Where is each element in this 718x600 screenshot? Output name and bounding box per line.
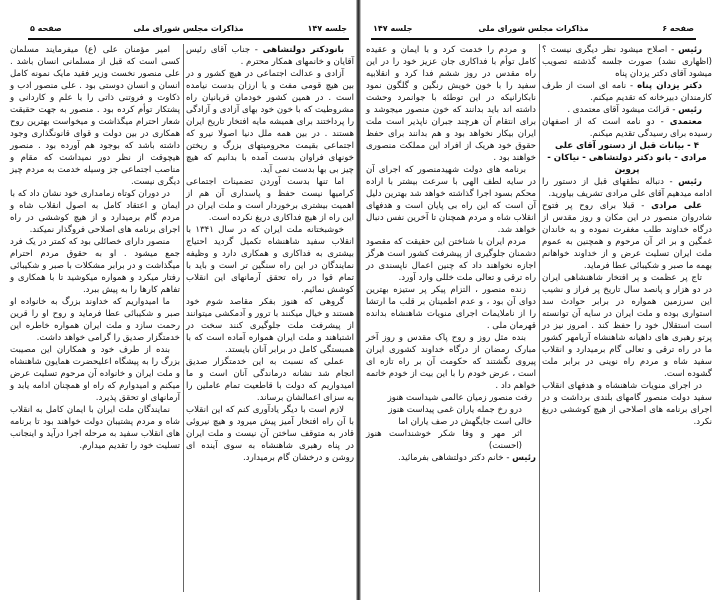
speech-text: در دوران کوتاه زمامداری خود نشان داد که با ایمان و اعتقاد کامل به اصول انقلاب شاه و مردم گام برمیدارد و از هیچ کوششی در راه اجرای برنامه های اصلاحی فروگذار نمیکند. [10,189,180,235]
text-column-right [186,44,354,464]
paragraph [542,200,712,272]
speech-text: - جناب آقای رئیس آقایان و خانمهای همکار محترم . [186,45,354,67]
speech-text: - قرائت میشود آقای معتمدی . [567,105,676,115]
paragraph [186,44,354,68]
speech-text: بنده مثل روز و روح پاک مقدس و روز آخر مبارک رمضان از درگاه خداوند کشوری ایران پیروی نگشتند که حکومت آن بر راه تازه ای است ، عرض خودم را با این بیت از خودم خاتمه خواهم داد . [366,333,536,391]
paragraph [542,176,712,200]
paragraph [542,272,712,380]
speech-text: اما تنها بدست آوردن تضمینات اجتماعی کرامیها نیست حفظ و پاسداری آن هم از اهمیت بیشتری برخوردار است و ملت ایران در این راه از هیچ فداکاری دریغ نکرده است. [186,177,354,223]
speaker-name: معتمدی [669,117,703,127]
paragraph [542,116,712,140]
speech-text: - خانم دکتر دولتشاهی بفرمائید. [398,453,510,463]
header-title: مذاکرات مجلس شورای ملی [133,24,244,33]
speech-text: تاج پر عظمت و پر افتخار شاهنشاهی ایران در دو هزار و پانصد سال تاریخ پر فراز و نشیب این سرزمین همواره در برابر حوادث سد استواری بوده و ملت ایران در سایه آن توانسته است استقلال خود را حفظ کند . امروز نیز در پرتو رهبری های داهیانه شاهنشاه آریامهر کشور ما در راه ترقی و تعالی گام برمیدارد و انقلاب سفید شاه و مردم راه نوینی در برابر ملت گشوده است. [542,273,712,379]
speaker-name: دکتر یزدان پناه [637,81,703,91]
paragraph [366,284,536,332]
column-divider [183,44,184,592]
paragraph [10,344,180,404]
paragraph [366,164,536,236]
paragraph [186,296,354,356]
speech-text: مردم ایران با شناختن این حقیقت که مقصود دشمنان جلوگیری از پیشرفت کشور است هرگز اجازه نخواهند داد که چنین اعمال ناپسندی در راه ترقی و تعالی ملت خللی وارد آورد. [366,237,536,283]
column-divider [539,44,540,592]
poem-line: درو رخ جمله یاران غمی پیداست هنوز [388,405,522,415]
page-number: صفحه ۶ [662,24,694,33]
paragraph [186,224,354,296]
speaker-name: علی مرادی [651,201,702,211]
paragraph [10,44,180,188]
paragraph [186,176,354,224]
paragraph [10,188,180,236]
speech-text: در اجرای منویات شاهنشاه و هدفهای انقلاب سفید دولت منصور گامهای بلندی برداشت و در اجرای برنامه های اصلاحی از هیچ کوششی دریغ نکرد. [542,381,712,427]
poem [366,392,536,452]
closing-paragraph [366,452,536,464]
poem-line: خالی است جایگهش در صف یاران اما [398,417,532,427]
paragraph [542,44,712,80]
text-column-left [366,44,536,464]
speaker-name: بانودکتر دولتشاهی [262,45,345,55]
speech-text: - قبلا برای روح پر فتوح شادروان منصور در این مکان و روز مقدس از درگاه خداوند طلب مغفرت نموده و به خاندان غمگین و بر اثر آن مرحوم و همچنین به عموم ملت ایران تسلیت عرض و از خداوند خواهانم بهمه ما صبر و شکیبائی عطا فرماید. [542,201,712,271]
page-header [371,24,696,40]
speech-text: آزادی و عدالت اجتماعی در هیچ کشور و در بین هیچ قومی مفت و یا ارزان بدست نیامده است . در همین کشور خودمان قربانیان راه مشروطیت که با خون خود بهای آزادی و آزادگی را پرداختند برای همیشه مایه افتخار تاریخ ایران هستند . در بین همه ملل دنیا اصولا نیرو که اجتماعی بقیمت محرومیتهای بزرگ و ریختن خونهای فراوان بدست آمده با بدانیم که هیچ چیز بی بها بدست نمی آید. [186,69,354,175]
paragraph [542,380,712,428]
speech-text: نمایندگان ملت ایران با ایمان کامل به انقلاب شاه و مردم پشتیبان دولت خواهند بود تا برنامه های انقلاب سفید به مرحله اجرا درآید و اینجانب تسلیت خود را تقدیم میدارم. [10,405,180,451]
paragraph [10,236,180,296]
speaker-name: رئیس [678,45,703,55]
speech-text: و مردم را خدمت کرد و با ایمان و عقیده کامل توأم با فداکاری جان عزیز خود را در این راه مقدس در روز ششم فدا کرد و انقلابیه سفید را با خون خویش رنگین و گلگون نمود نابکارانیکه در این توطئه با جوانمرد وحشت داشته اند باید بدانند که خون منصور میجوشد و برای انتقام آن هرچند جبران ناپذیر است ملت ایران بیکار نخواهد بود و هم بدانند برای حفظ حقوق خود هریک از افراد این مملکت منصوری خواهند بود . [366,45,536,163]
poem-line: اثر مهر و وفا شکر خوشنداست هنوز (احسنت) [366,429,522,451]
speech-text: امیر مؤمنان علی (ع) میفرمایند مسلمان کسی است که قبل از مسلمانی انسان باشد . علی منصور نخست وزیر فقید مایک نمونه کامل انسان و انسان دوستی بود . علی منصور ادب و ذکاوت و فروتنی ذاتی را با علم و کاردانی و پشتکار توأم کرده بود . منصور به جهت حقیقت شعار احترام میگذاشت و میخواست بهترین روح همکاری در بین دولت و قوای قانونگذاری وجود داشته باشد که بوجود هم آورده بود . منصور هیچوقت از نظر دور نمیداشت که مقام و مناصب اجتماعی جز وسیله خدمت به مردم چیز دیگری نیست. [10,45,180,187]
session-number: جلسه ۱۴۷ [373,24,413,33]
text-column-right [542,44,712,428]
speaker-name: رئیس [512,453,536,463]
speech-text: - نامه ای است از طرف کارمندان دبیرخانه که تقدیم میکنم. [542,81,712,103]
section-heading: ۴ - بیانات قبل از دستور آقای علی مرادی - بانو دکتر دولتشاهی - نیاکان - پروین [547,141,707,175]
paragraph [542,104,712,116]
speech-text: - دنباله نطقهای قبل از دستور را ادامه میدهیم آقای علی مرادی تشریف بیاورید. [542,177,712,199]
speech-text: بنده از طرف خود و همکاران این مصیبت بزرگ را به پیشگاه اعلیحضرت همایون شاهنشاه و ملت ایران و خانواده آن مرحوم تسلیت عرض میکنم و امیدوارم که راه او همچنان ادامه یابد و آرمانهای او تحقق پذیرد. [10,345,180,403]
speech-text: گروهی که هنوز بفکر مقاصد شوم خود هستند و خیال میکنند با ترور و آدمکشی میتوانند از پیشرفت ملت جلوگیری کنند سخت در اشتباهند و ملت ایران همواره آماده است که با همبستگی کامل در برابر آنان بایستد. [186,297,354,355]
page-number: صفحه ۵ [30,24,62,33]
speech-text: برنامه های دولت شهیدمنصور که اجرای آن در سایه لطف الهی با سرعت بیشتر با اراده محکم بسود اجرا گذاشته خواهد شد بهترین دلیل آن است که این راه بی پایان است و هدفهای انقلاب شاه و مردم همچنان تا آخرین نفس دنبال خواهد شد. [366,165,536,235]
speech-text: - اصلاح میشود نظر دیگری نیست ؟ (اظهاری نشد) صورت جلسه گذشته تصویب میشود آقای دکتر یزدان پناه [542,45,712,79]
speech-text: عملی که نسبت به این خدمتگزار صدیق انجام شد نشانه درماندگی آنان است و ما امیدواریم که دولت با قاطعیت تمام عاملین را به سزای اعمالشان برساند. [186,357,354,403]
speech-text: زنده منصور ، التزام پیکر پر ستیزه بهترین دوای آن بود ، و عدم اطمینان بر قلب ما ارتشا را از ناملایمات اجرای منویات شاهنشاه بدانده قهرمان ملی . [366,285,536,331]
poem-line: رفت منصور زمیان عالمی شیداست هنوز [387,393,532,403]
speech-text: ما امیدواریم که خداوند بزرگ به خانواده او صبر و شکیبائی عطا فرماید و روح او را قرین رحمت سازد و ملت ایران همواره خاطره این خدمتگزار صدیق را گرامی خواهد داشت. [10,297,180,343]
paragraph [366,236,536,284]
speaker-name: رئیس [678,105,702,115]
paragraph [10,404,180,452]
header-title: مذاکرات مجلس شورای ملی [478,24,589,33]
speech-text: لازم است با دیگر یادآوری کنم که این انقلاب با آن راه افتخار آمیز پیش میرود و هیچ نیروئی قادر به متوقف ساختن آن نیست و ملت ایران در پناه رهبری شاهنشاه به سوی آینده ای روشن و درخشان گام برمیدارد. [186,405,354,463]
paragraph [186,68,354,176]
speech-text: منصور دارای خصائلی بود که کمتر در یک فرد جمع میشود . او به حقوق مردم احترام میگذاشت و در برابر مشکلات با صبر و شکیبائی رفتار میکرد و همواره میکوشید تا با همکاری و تفاهم کارها را به پیش ببرد. [10,237,180,295]
text-column-left [10,44,180,452]
paragraph [10,296,180,344]
paragraph [542,80,712,104]
paragraph [186,404,354,464]
paragraph [366,332,536,392]
paragraph [366,44,536,164]
paragraph [186,356,354,404]
speech-text: خوشبختانه ملت ایران که در سال ۱۳۴۱ با انقلاب سفید شاهنشاه تکمیل گردید احتیاج بیشتری به فداکاری و همکاری دارد و وظیفه نمایندگان در این راه سنگین تر است و باید با تمام قوا در راه تحقق آرمانهای این انقلاب کوشش نمائیم. [186,225,354,295]
page-header [28,24,349,40]
book-binding [356,0,361,600]
speaker-name: رئیس [678,177,702,187]
session-number: جلسه ۱۴۷ [307,24,347,33]
speech-text: - دو نامه است که از اصفهان رسیده برای رسیدگی تقدیم میکنم. [542,117,712,139]
